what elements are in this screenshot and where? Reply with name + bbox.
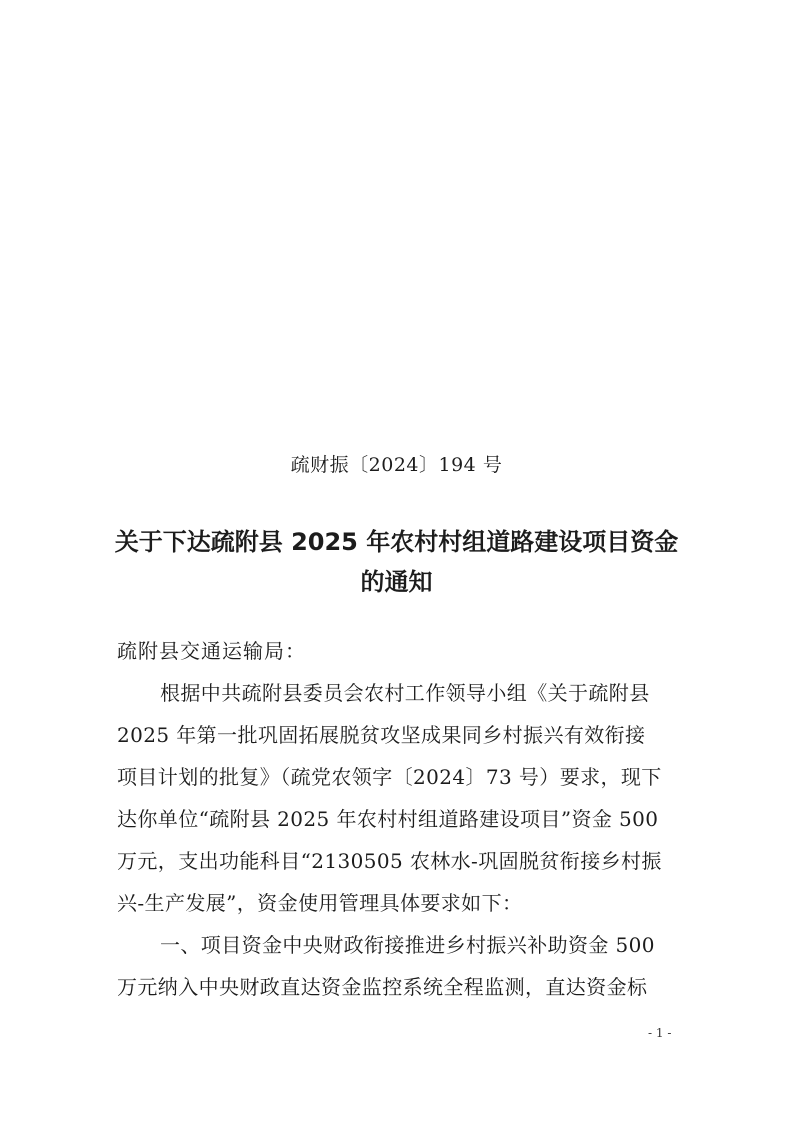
document-title <box>110 522 683 602</box>
page-number: - 1 - <box>648 1026 672 1040</box>
body-line-3: 项目计划的批复》（疏党农领字〔2024〕73 号）要求，现下 <box>117 765 662 789</box>
body-line-7: 一、项目资金中央财政衔接推进乡村振兴补助资金 500 <box>160 933 655 957</box>
title-line-1: 关于下达疏附县 2025 年农村村组道路建设项目资金 <box>114 528 679 556</box>
title-line-2: 的通知 <box>360 568 433 596</box>
document-number: 疏财振〔2024〕194 号 <box>290 454 503 476</box>
body-line-6: 兴-生产发展”，资金使用管理具体要求如下： <box>117 891 523 915</box>
body-line-4: 达你单位“疏附县 2025 年农村村组道路建设项目”资金 500 <box>117 807 659 831</box>
body-line-1: 根据中共疏附县委员会农村工作领导小组《关于疏附县 <box>160 681 650 705</box>
body-line-2: 2025 年第一批巩固拓展脱贫攻坚成果同乡村振兴有效衔接 <box>117 723 646 747</box>
addressee: 疏附县交通运输局： <box>117 639 306 663</box>
body-line-8: 万元纳入中央财政直达资金监控系统全程监测，直达资金标 <box>117 975 648 999</box>
body-line-5: 万元，支出功能科目“2130505 农林水-巩固脱贫衔接乡村振 <box>117 849 662 873</box>
